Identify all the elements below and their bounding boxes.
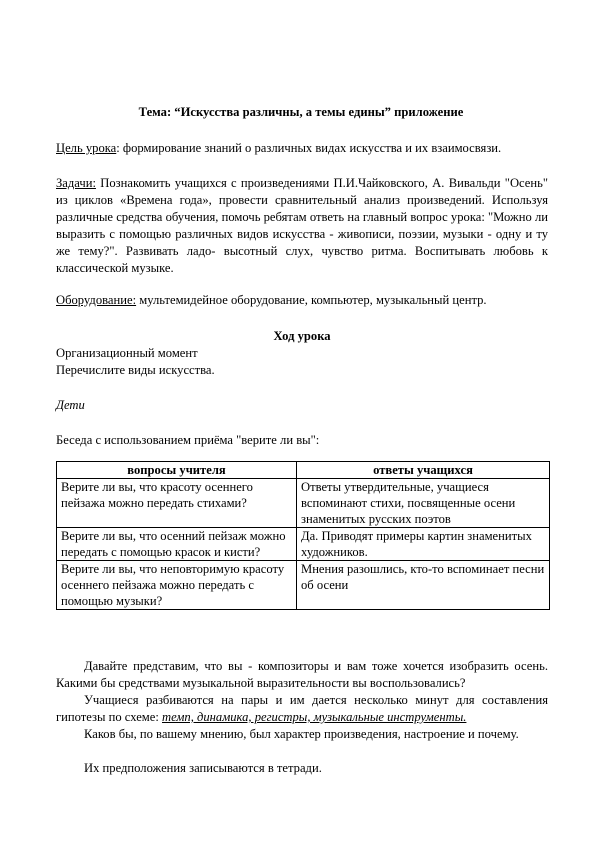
answer-cell: Ответы утвердительные, учащиеся вспоминают стихи, посвященные осени знаменитых русских поэтов <box>297 479 550 528</box>
conversation-intro: Беседа с использованием приёма "верите ли вы": <box>56 433 320 447</box>
lesson-tasks <box>56 175 548 277</box>
lesson-heading: Ход урока <box>273 329 331 343</box>
page-title: Тема: “Искусства различны, а темы едины” приложение <box>138 105 464 119</box>
paragraph-2 <box>56 692 548 726</box>
paragraph-3: Каков бы, по вашему мнению, был характер произведения, настроение и почему. <box>84 727 519 741</box>
goal-text: : формирование знаний о различных видах искусства и их взаимосвязи. <box>116 141 502 155</box>
org-moment: Организационный момент <box>56 346 198 360</box>
qa-table <box>56 461 550 610</box>
equipment-label: Оборудование: <box>56 293 137 307</box>
tasks-label: Задачи: <box>56 176 96 190</box>
table-row <box>57 561 550 610</box>
question-cell: Верите ли вы, что неповторимую красоту осеннего пейзажа можно передать с помощью музыки? <box>57 561 297 610</box>
equipment-text: мультемидейное оборудование, компьютер, музыкальный центр. <box>136 293 487 307</box>
lesson-goal <box>56 140 548 157</box>
question-cell: Верите ли вы, что осенний пейзаж можно передать с помощью красок и кисти? <box>57 528 297 561</box>
children-label: Дети <box>56 398 85 412</box>
question-cell: Верите ли вы, что красоту осеннего пейзажа можно передать стихами? <box>57 479 297 528</box>
table-row <box>57 528 550 561</box>
paragraph-2-scheme: темп, динамика, регистры, музыкальные инструменты. <box>162 710 467 724</box>
tasks-text: Познакомить учащихся с произведениями П.И.Чайковского, А. Вивальди "Осень" из циклов «Времена года», провести сравнительный анализ произведений. Используя различные средства обучения, помочь ребятам ответь на главный вопрос урока: "Можно ли выразить с помощью различных видов искусства - живописи, поэзии, музыки - одну и ту же тему?". Развивать ладо- высотный слух, чувство ритма. Воспитывать любовь к классической музыке. <box>56 176 548 275</box>
table-row <box>57 479 550 528</box>
paragraph-2-text: Учащиеся разбиваются на пары и им дается несколько минут для составления гипотезы по схеме: <box>56 693 548 724</box>
goal-label: Цель урока <box>56 141 117 155</box>
paragraph-1: Давайте представим, что вы - композиторы и вам тоже хочется изобразить осень. Какими бы средствами музыкальной выразительности вы воспользовались? <box>56 659 548 690</box>
equipment <box>56 292 548 309</box>
header-teacher-questions: вопросы учителя <box>57 462 297 479</box>
table-header-row <box>57 462 550 479</box>
paragraph-4: Их предположения записываются в тетради. <box>84 761 322 775</box>
answer-cell: Да. Приводят примеры картин знаменитых художников. <box>297 528 550 561</box>
answer-cell: Мнения разошлись, кто-то вспоминает песни об осени <box>297 561 550 610</box>
header-student-answers: ответы учащихся <box>297 462 550 479</box>
list-arts: Перечислите виды искусства. <box>56 363 215 377</box>
